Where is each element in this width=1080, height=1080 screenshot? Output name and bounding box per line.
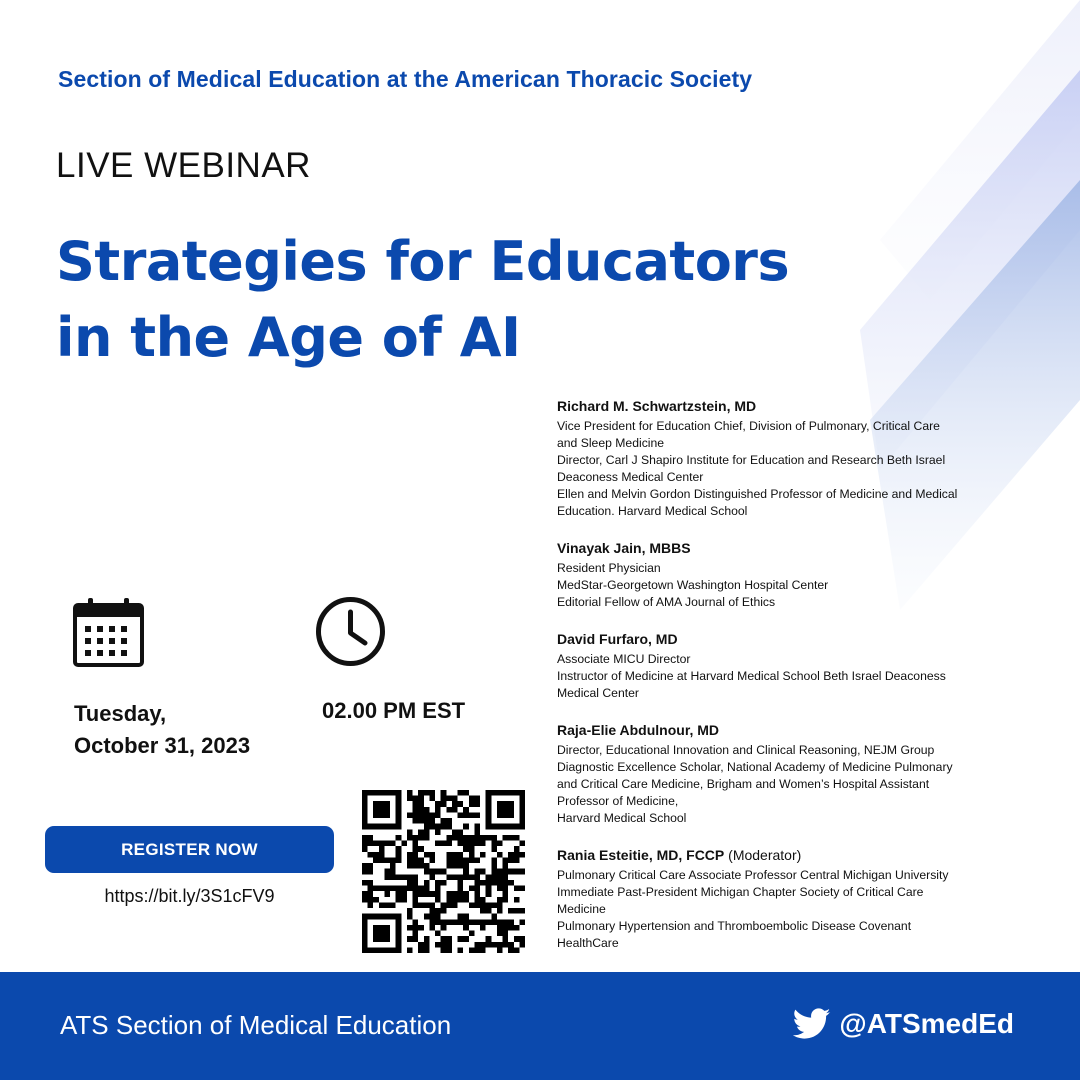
- speaker-detail: Associate MICU Director: [557, 652, 691, 666]
- event-time: 02.00 PM EST: [322, 698, 466, 723]
- speaker-detail: Immediate Past-President Michigan Chapter Society of Critical Care: [557, 885, 924, 899]
- event-day: Tuesday,: [74, 701, 167, 726]
- speaker-detail: Medical Center: [557, 686, 639, 700]
- speaker-detail: Resident Physician: [557, 561, 661, 575]
- speaker-detail: Medicine: [557, 902, 606, 916]
- speaker-detail: MedStar-Georgetown Washington Hospital Center: [557, 578, 829, 592]
- qr-code[interactable]: [362, 790, 525, 953]
- calendar-icon: [72, 596, 145, 668]
- webinar-title-line-1: Strategies for Educators: [56, 230, 790, 293]
- speaker-name: David Furfaro, MD: [557, 631, 678, 647]
- twitter-handle-text: @ATSmedEd: [839, 1008, 1014, 1039]
- speaker-list: [557, 398, 1047, 972]
- speaker-detail: Professor of Medicine,: [557, 794, 679, 808]
- event-date: [74, 698, 250, 762]
- speaker-detail: Pulmonary Hypertension and Thromboembolic Disease Covenant: [557, 919, 912, 933]
- speaker-detail: HealthCare: [557, 936, 619, 950]
- event-type-label: LIVE WEBINAR: [56, 146, 311, 185]
- speaker-detail: Director, Carl J Shapiro Institute for Education and Research Beth Israel: [557, 453, 946, 467]
- twitter-handle[interactable]: [793, 1008, 1014, 1040]
- speaker-5: [557, 847, 1047, 952]
- speaker-detail: Ellen and Melvin Gordon Distinguished Professor of Medicine and Medical: [557, 487, 958, 501]
- speaker-name: Rania Esteitie, MD, FCCP: [557, 847, 725, 863]
- speaker-detail: and Sleep Medicine: [557, 436, 665, 450]
- speaker-3: [557, 631, 1047, 702]
- footer-bar: [0, 972, 1080, 1080]
- speaker-name: Raja-Elie Abdulnour, MD: [557, 722, 720, 738]
- speaker-name: Richard M. Schwartzstein, MD: [557, 398, 757, 414]
- speaker-detail: Director, Educational Innovation and Clinical Reasoning, NEJM Group: [557, 743, 935, 757]
- speaker-role: (Moderator): [724, 847, 802, 863]
- speaker-detail: and Critical Care Medicine, Brigham and Women’s Hospital Assistant: [557, 777, 930, 791]
- organization-header: Section of Medical Education at the American Thoracic Society: [58, 66, 753, 92]
- clock-icon: [314, 595, 387, 668]
- speaker-detail: Deaconess Medical Center: [557, 470, 704, 484]
- speaker-detail: Pulmonary Critical Care Associate Professor Central Michigan University: [557, 868, 949, 882]
- event-full-date: October 31, 2023: [74, 733, 251, 758]
- speaker-detail: Education. Harvard Medical School: [557, 504, 748, 518]
- webinar-title-line-2: in the Age of AI: [56, 306, 521, 369]
- register-now-button[interactable]: REGISTER NOW: [45, 826, 334, 873]
- speaker-detail: Vice President for Education Chief, Division of Pulmonary, Critical Care: [557, 419, 940, 433]
- speaker-detail: Diagnostic Excellence Scholar, National Academy of Medicine Pulmonary: [557, 760, 953, 774]
- speaker-1: [557, 398, 1047, 520]
- twitter-bird-icon: [793, 1008, 831, 1040]
- speaker-name: Vinayak Jain, MBBS: [557, 540, 691, 556]
- footer-organization: ATS Section of Medical Education: [60, 1010, 452, 1040]
- speaker-detail: Harvard Medical School: [557, 811, 687, 825]
- speaker-4: [557, 722, 1047, 827]
- speaker-detail: Instructor of Medicine at Harvard Medical School Beth Israel Deaconess: [557, 669, 946, 683]
- register-link[interactable]: https://bit.ly/3S1cFV9: [104, 886, 275, 906]
- webinar-title: [56, 224, 856, 376]
- speaker-2: [557, 540, 1047, 611]
- speaker-detail: Editorial Fellow of AMA Journal of Ethics: [557, 595, 776, 609]
